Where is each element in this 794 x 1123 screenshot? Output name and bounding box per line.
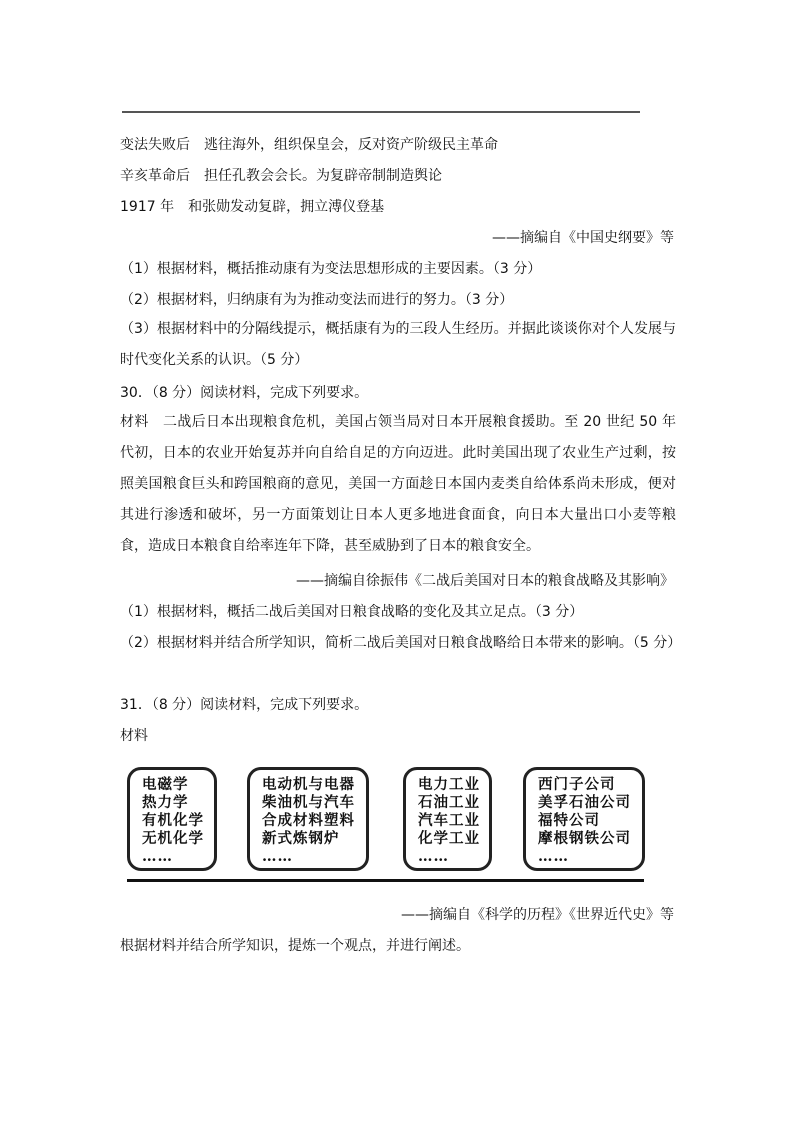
source-citation-3: ——摘编自《科学的历程》《世界近代史》等 (401, 907, 674, 923)
question-30-heading: 30．（8 分）阅读材料，完成下列要求。 (120, 385, 369, 401)
material-label: 材料 (120, 728, 148, 744)
source-citation-2: ——摘编自徐振伟《二战后美国对日本的粮食战略及其影响》 (296, 573, 674, 589)
box-item: 福特公司 (538, 812, 600, 829)
question-29-2: （2）根据材料，归纳康有为为推动变法而进行的努力。（3 分） (120, 292, 514, 308)
box-item: 合成材料塑料 (262, 812, 355, 829)
box-item: 无机化学 (142, 830, 204, 847)
separator-line (122, 111, 640, 113)
question-31-task: 根据材料并结合所学知识，提炼一个观点，并进行阐述。 (120, 938, 470, 954)
question-31-heading: 31．（8 分）阅读材料，完成下列要求。 (120, 697, 369, 713)
question-30-1: （1）根据材料，概括二战后美国对日粮食战略的变化及其立足点。（3 分） (120, 604, 584, 620)
box-item: 有机化学 (142, 812, 204, 829)
box-item: 热力学 (142, 794, 189, 811)
box-item: 电力工业 (418, 776, 480, 793)
box-item: 电磁学 (142, 776, 189, 793)
timeline-row-2: 辛亥革命后 担任孔教会会长。为复辟帝制制造舆论 (120, 168, 442, 184)
box-technology (247, 767, 369, 871)
box-item: 柴油机与汽车 (262, 794, 355, 811)
box-ellipsis: …… (538, 848, 569, 865)
box-item: 西门子公司 (538, 776, 616, 793)
box-item: 化学工业 (418, 830, 480, 847)
timeline-bar (127, 879, 644, 882)
box-industry (403, 767, 492, 871)
box-ellipsis: …… (418, 848, 449, 865)
box-science (127, 767, 217, 871)
question-30-material: 材料 二战后日本出现粮食危机，美国占领当局对日本开展粮食援助。至 20 世纪 50 年代初，日本的农业开始复苏并向自给自足的方向迈进。此时美国出现了农业生产过剩，按照美国粮食巨头和跨国粮商的意见，美国一方面趁日本国内麦类自给体系尚未形成，便对其进行渗透和破坏，另一方面策划让日本人更多地进食面食，向日本大量出口小麦等粮食，造成日本粮食自给率连年下降，甚至威胁到了日本的粮食安全。 (120, 414, 676, 554)
box-item: 美孚石油公司 (538, 794, 631, 811)
box-companies (523, 767, 645, 871)
source-citation-1: ——摘编自《中国史纲要》等 (492, 230, 674, 246)
question-30-2: （2）根据材料并结合所学知识，简析二战后美国对日粮食战略给日本带来的影响。（5 分） (120, 635, 682, 651)
box-item: 新式炼钢炉 (262, 830, 340, 847)
question-29-3: （3）根据材料中的分隔线提示，概括康有为的三段人生经历。并据此谈谈你对个人发展与时代变化关系的认识。（5 分） (120, 321, 676, 368)
question-29-1: （1）根据材料，概括推动康有为变法思想形成的主要因素。（3 分） (120, 261, 542, 277)
box-ellipsis: …… (262, 848, 293, 865)
box-item: 摩根钢铁公司 (538, 830, 631, 847)
box-ellipsis: …… (142, 848, 173, 865)
box-item: 电动机与电器 (262, 776, 355, 793)
timeline-row-3: 1917 年 和张勋发动复辟，拥立溥仪登基 (120, 199, 385, 215)
box-item: 石油工业 (418, 794, 480, 811)
box-item: 汽车工业 (418, 812, 480, 829)
timeline-row-1: 变法失败后 逃往海外，组织保皇会，反对资产阶级民主革命 (120, 137, 498, 153)
